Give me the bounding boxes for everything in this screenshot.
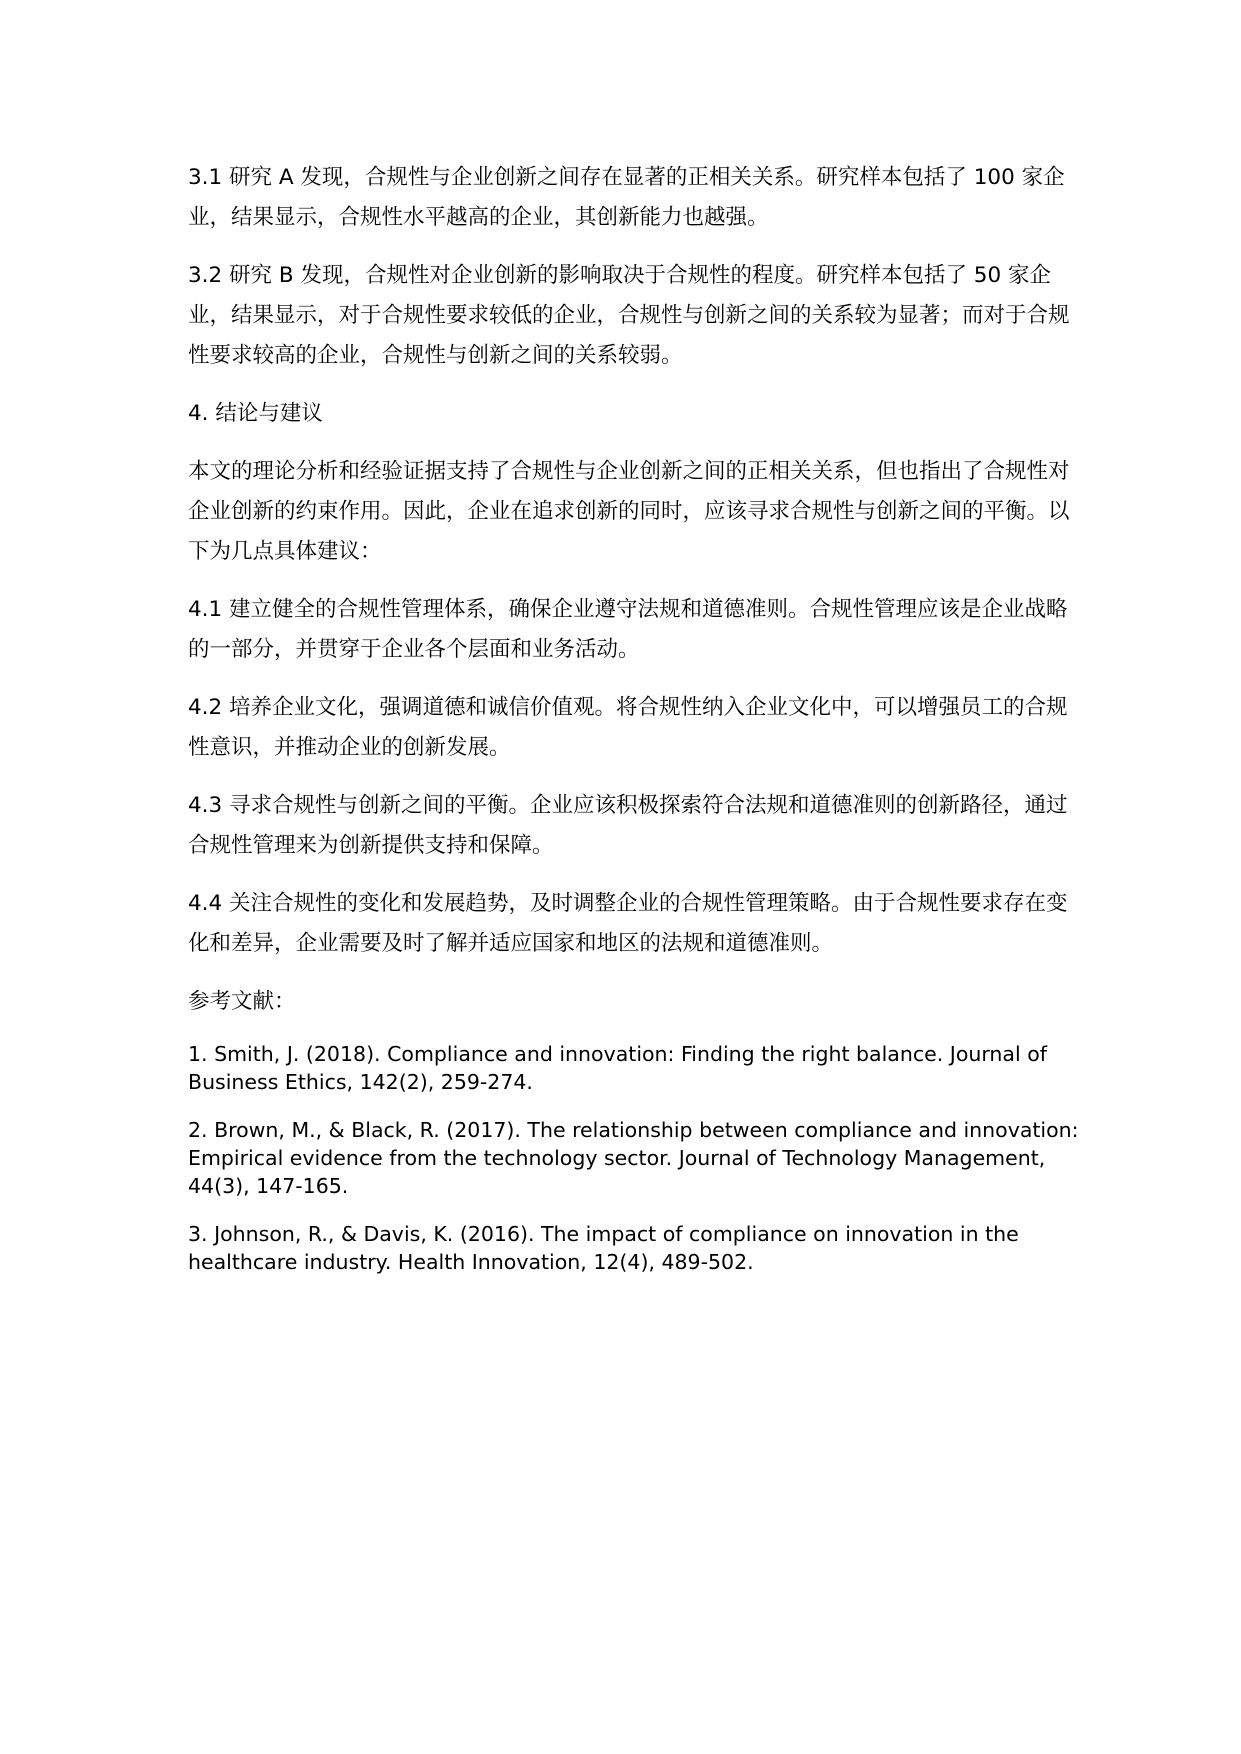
paragraph-suggestion-4-3: 4.3 寻求合规性与创新之间的平衡。企业应该积极探索符合法规和道德准则的创新路径，通过合规性管理来为创新提供支持和保障。	[188, 793, 1068, 858]
paragraph-study-b: 3.2 研究 B 发现，合规性对企业创新的影响取决于合规性的程度。研究样本包括了 50 家企业，结果显示，对于合规性要求较低的企业，合规性与创新之间的关系较为显著；而对于合规性要求较高的企业，合规性与创新之间的关系较弱。	[188, 263, 1070, 368]
paragraph-suggestion-4-1: 4.1 建立健全的合规性管理体系，确保企业遵守法规和道德准则。合规性管理应该是企业战略的一部分，并贯穿于企业各个层面和业务活动。	[188, 597, 1068, 662]
reference-item-3: 3. Johnson, R., & Davis, K. (2016). The impact of compliance on innovation in the healthcare industry. Health Innovation, 12(4), 489-502.	[188, 1222, 1019, 1274]
paragraph-suggestion-4-4: 4.4 关注合规性的变化和发展趋势，及时调整企业的合规性管理策略。由于合规性要求存在变化和差异，企业需要及时了解并适应国家和地区的法规和道德准则。	[188, 891, 1068, 956]
reference-item-1: 1. Smith, J. (2018). Compliance and innovation: Finding the right balance. Journal of Business Ethics, 142(2), 259-274.	[188, 1042, 1047, 1094]
document-page	[188, 158, 1088, 1296]
section-heading-conclusion: 4. 结论与建议	[188, 401, 323, 426]
paragraph-study-a: 3.1 研究 A 发现，合规性与企业创新之间存在显著的正相关关系。研究样本包括了 100 家企业，结果显示，合规性水平越高的企业，其创新能力也越强。	[188, 165, 1065, 230]
paragraph-suggestion-4-2: 4.2 培养企业文化，强调道德和诚信价值观。将合规性纳入企业文化中，可以增强员工的合规性意识，并推动企业的创新发展。	[188, 695, 1068, 760]
reference-item-2: 2. Brown, M., & Black, R. (2017). The relationship between compliance and innovation: Empirical evidence from the technology sector. Journal of Technology Management, 44(3), 147-165.	[188, 1118, 1079, 1198]
paragraph-conclusion-intro: 本文的理论分析和经验证据支持了合规性与企业创新之间的正相关关系，但也指出了合规性对企业创新的约束作用。因此，企业在追求创新的同时，应该寻求合规性与创新之间的平衡。以下为几点具体建议：	[188, 459, 1070, 564]
references-heading: 参考文献：	[188, 989, 296, 1014]
